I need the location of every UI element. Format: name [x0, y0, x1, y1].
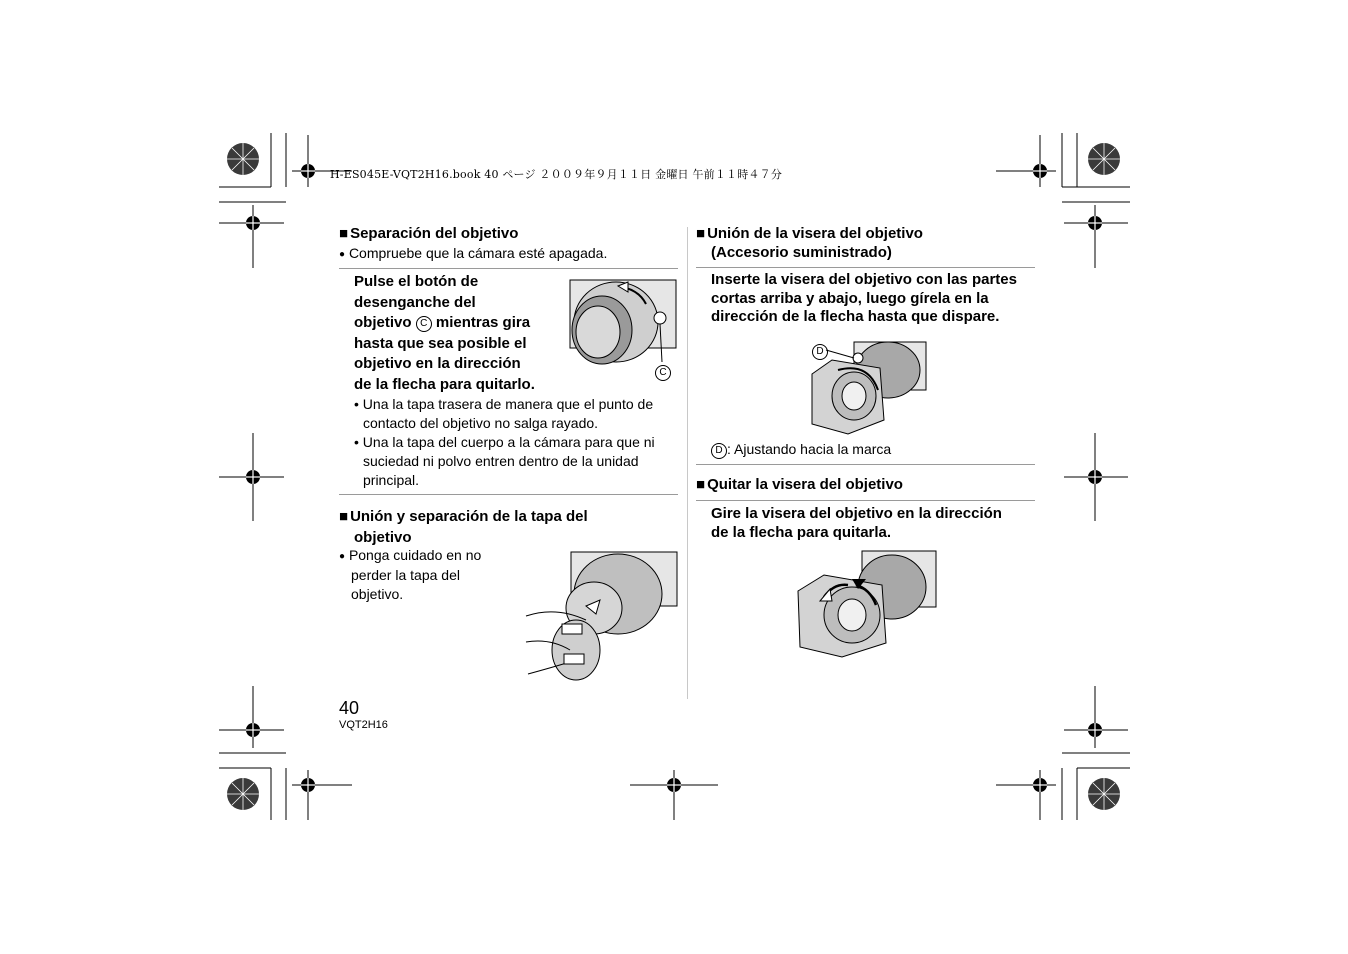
instruction-line: de la flecha para quitarlo. — [354, 375, 535, 393]
bullet: ● — [339, 249, 346, 260]
instruction-hood-attach — [711, 271, 1036, 327]
page-number: 40 — [339, 698, 360, 718]
print-header: H-ES045E-VQT2H16.book 40 ページ ２００９年９月１１日 金曜日 午前１１時４７分 — [330, 168, 783, 181]
instruction-line: dirección de la flecha hasta que dispare. — [711, 308, 1000, 325]
instruction-lens-removal — [354, 272, 574, 395]
divider — [696, 464, 1035, 465]
section-marker: ■ — [696, 225, 706, 242]
divider — [696, 500, 1035, 501]
divider — [339, 494, 678, 495]
section-title-lens-removal — [339, 224, 518, 243]
callout-d-icon: D — [812, 344, 828, 360]
section-title-text: Unión de la visera del objetivo — [707, 225, 923, 242]
section-title-text: Quitar la visera del objetivo — [707, 476, 903, 493]
instruction-line: Pulse el botón de — [354, 273, 479, 290]
callout-d-label — [812, 342, 828, 360]
instruction-line: desenganche del — [354, 293, 476, 311]
instruction-line: objetivo en la dirección — [354, 355, 521, 372]
section-title-hood-remove — [696, 475, 903, 494]
section-title-text: Unión y separación de la tapa del — [350, 508, 588, 525]
callout-d-icon: D — [711, 443, 727, 459]
doc-code: VQT2H16 — [339, 719, 388, 731]
caption-text: : Ajustando hacia la marca — [727, 441, 892, 457]
section-title-hood-attach — [696, 224, 923, 262]
note-camera-off — [339, 244, 607, 264]
callout-c-label — [655, 363, 671, 381]
lens-cap-illustration — [526, 550, 678, 676]
instruction-line: Gire la visera del objetivo en la dirección — [711, 505, 1002, 522]
section-title-text: objetivo — [354, 529, 412, 546]
divider — [696, 267, 1035, 268]
note-lens-cap: ● Ponga cuidado en no perder la tapa del objetivo. — [339, 547, 482, 602]
section-marker: ■ — [339, 225, 349, 242]
section-marker: ■ — [696, 476, 706, 493]
hood-remove-illustration — [796, 549, 938, 659]
column-divider — [687, 227, 688, 699]
tip-item: • Una la tapa del cuerpo a la cámara para que ni suciedad ni polvo entren dentro de la unidad principal. — [354, 434, 655, 488]
section-title-lens-cap — [339, 506, 588, 548]
instruction-line: objetivo C mientras gira — [354, 314, 531, 331]
instruction-line: Inserte la visera del objetivo con las partes — [711, 271, 1017, 288]
instruction-line: de la flecha para quitarla. — [711, 523, 892, 541]
note-text: Compruebe que la cámara esté apagada. — [348, 245, 608, 261]
instruction-line: hasta que sea posible el — [354, 334, 527, 352]
tips-list — [354, 395, 676, 490]
bullet: ● — [339, 551, 346, 562]
instruction-hood-remove — [711, 505, 1036, 542]
caption-hood — [711, 440, 891, 459]
divider — [339, 268, 678, 269]
instruction-line: cortas arriba y abajo, luego gírela en la — [711, 289, 989, 307]
section-title-text: (Accesorio suministrado) — [711, 244, 892, 261]
section-title-text: Separación del objetivo — [350, 225, 519, 242]
section-marker: ■ — [339, 508, 349, 525]
tip-item: • Una la tapa trasera de manera que el punto de contacto del objetivo no salga rayado. — [354, 396, 654, 431]
callout-c-icon: C — [655, 365, 671, 381]
callout-c-icon: C — [416, 316, 432, 332]
